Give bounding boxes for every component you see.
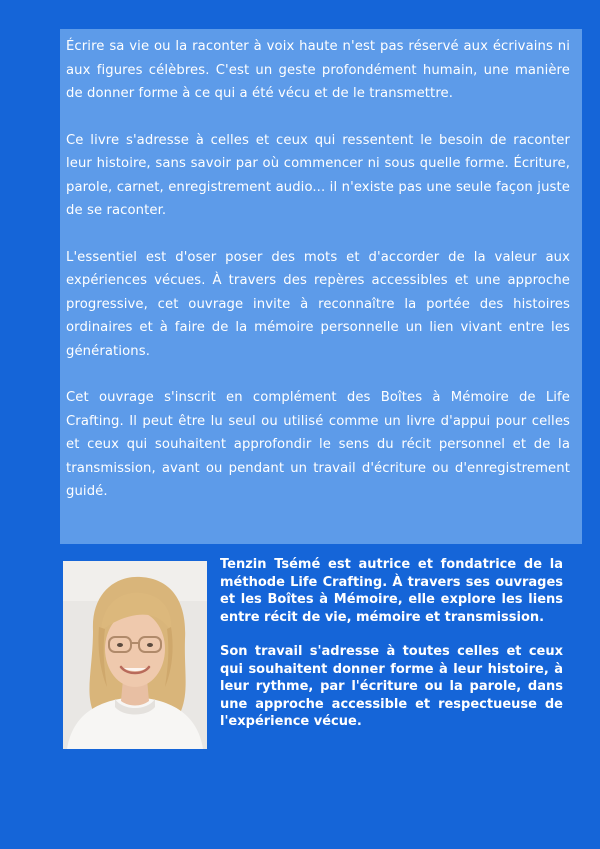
back-cover-blurb xyxy=(60,29,582,544)
author-portrait-image xyxy=(63,561,207,749)
blurb-paragraph-4: Cet ouvrage s'inscrit en complément des Boîtes à Mémoire de Life Crafting. Il peut être lu seul ou utilisé comme un livre d'appui pour celles et ceux qui souhaitent approfondir le sens du récit personnel et de la transmission, avant ou pendant un travail d'écriture ou d'enregistrement guidé. xyxy=(66,390,570,499)
blurb-paragraph-3: L'essentiel est d'oser poser des mots et d'accorder de la valeur aux expériences vécues. À travers des repères accessibles et une approche progressive, cet ouvrage invite à reconnaître la portée des histoires ordinaires et à faire de la mémoire personnelle un lien vivant entre les générations. xyxy=(66,249,570,359)
author-bio-paragraph-1: Tenzin Tsémé est autrice et fondatrice de la méthode Life Crafting. À travers ses ouvrages et les Boîtes à Mémoire, elle explore les liens entre récit de vie, mémoire et transmission. xyxy=(220,557,563,625)
author-photo xyxy=(63,561,207,749)
author-bio xyxy=(220,556,563,748)
blurb-paragraph-2: Ce livre s'adresse à celles et ceux qui ressentent le besoin de raconter leur histoire, sans savoir par où commencer ni sous quelle forme. Écriture, parole, carnet, enregistrement audio... il n'existe pas une seule façon juste de se raconter. xyxy=(66,132,570,218)
author-bio-paragraph-2: Son travail s'adresse à toutes celles et ceux qui souhaitent donner forme à leur histoire, à leur rythme, par l'écriture ou la parole, dans une approche accessible et respectueuse de l'expérience vécue. xyxy=(220,644,563,729)
blurb-paragraph-1: Écrire sa vie ou la raconter à voix haute n'est pas réservé aux écrivains ni aux figures célèbres. C'est un geste profondément humain, une manière de donner forme à ce qui a été vécu et de le transmettre. xyxy=(66,39,570,101)
